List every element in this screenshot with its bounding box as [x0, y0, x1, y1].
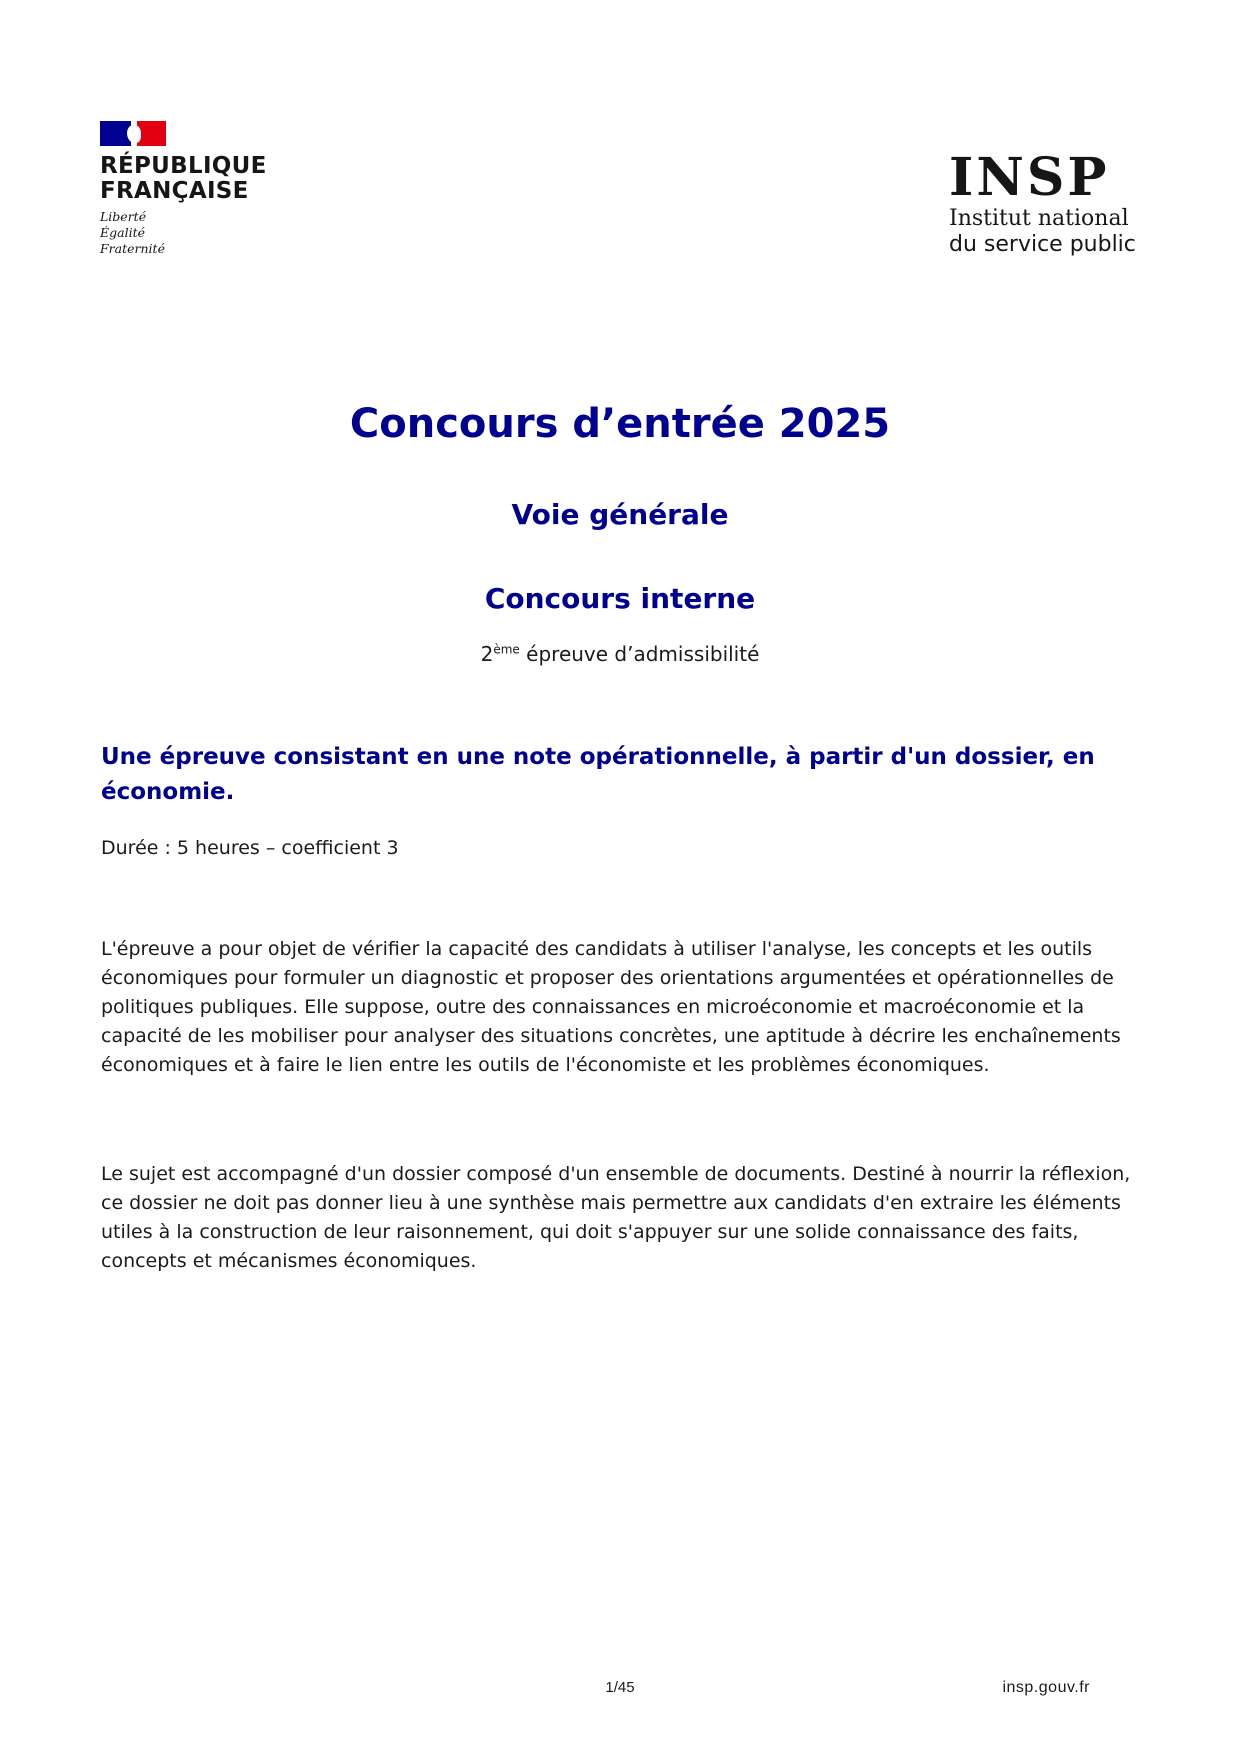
- document-title: Concours d’entrée 2025: [349, 401, 891, 447]
- rf-motto: [100, 209, 300, 257]
- epreuve-heading: Une épreuve consistant en une note opérationnelle, à partir d'un dossier, en économie.: [101, 744, 1095, 805]
- paragraph-dossier: Le sujet est accompagné d'un dossier composé d'un ensemble de documents. Destiné à nourrir la réflexion, ce dossier ne doit pas donner lieu à une synthèse mais permettre aux candidats d'en extraire les éléments utiles à la construction de leur raisonnement, qui doit s'appuyer sur une solide connaissance des faits, concepts et mécanismes économiques.: [101, 1163, 1131, 1272]
- paragraph-objective: L'épreuve a pour objet de vérifier la capacité des candidats à utiliser l'analyse, les concepts et les outils économiques pour formuler un diagnostic et proposer des orientations argumentées et opérationnelles de politiques publiques. Elle suppose, outre des connaissances en microéconomie et macroéconomie et la capacité de les mobiliser pour analyser des situations concrètes, une aptitude à décrire les enchaînements économiques et à faire le lien entre les outils de l'économiste et les problèmes économiques.: [101, 938, 1121, 1076]
- insp-name-line1: Institut national: [949, 206, 1129, 231]
- rf-name-line1: RÉPUBLIQUE: [100, 153, 267, 179]
- rf-motto-line2: Égalité: [100, 225, 145, 240]
- duration-text: Durée : 5 heures – coefficient 3: [101, 837, 399, 859]
- rf-motto-line3: Fraternité: [100, 241, 165, 256]
- epreuve-rest: épreuve d’admissibilité: [519, 642, 760, 666]
- rf-motto-line1: Liberté: [100, 209, 147, 224]
- republique-francaise-logo: [100, 121, 300, 257]
- epreuve-superscript: ème: [493, 642, 520, 657]
- voie-title: Voie générale: [511, 498, 729, 531]
- epreuve-subtitle: [0, 641, 1240, 667]
- insp-logo: [949, 147, 1169, 258]
- rf-name: [100, 154, 300, 204]
- insp-name-line2: du service public: [949, 232, 1136, 257]
- concours-title: Concours interne: [484, 582, 756, 615]
- marianne-flag-icon: [100, 121, 166, 146]
- page-number: 1/45: [605, 1679, 635, 1696]
- insp-acronym: INSP: [949, 147, 1110, 208]
- rf-name-line2: FRANÇAISE: [100, 178, 249, 204]
- epreuve-number: 2: [480, 642, 494, 666]
- footer-website: insp.gouv.fr: [1002, 1679, 1090, 1696]
